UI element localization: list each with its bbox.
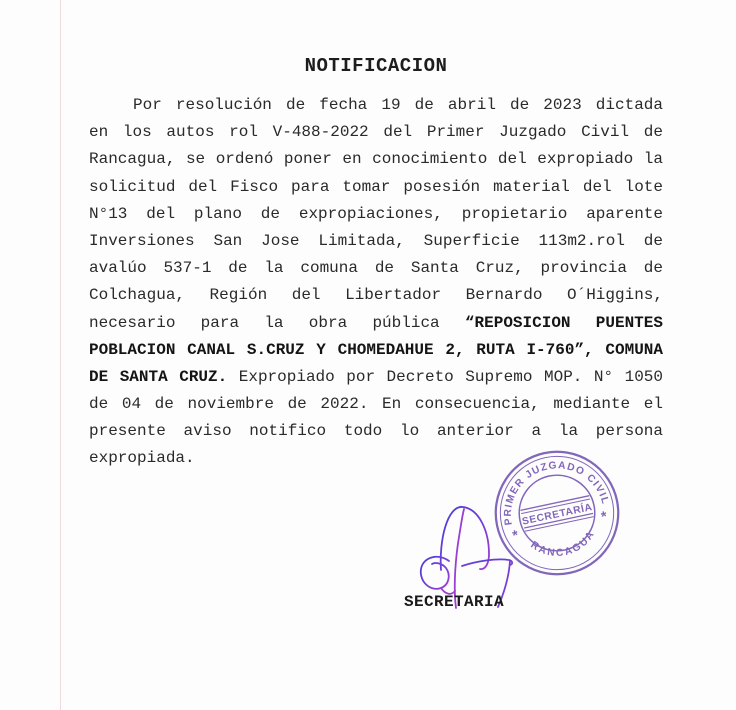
signature-ink: [405, 445, 545, 615]
text-segment: Expropiado por Decreto Supremo MOP. N° 1050: [227, 367, 663, 386]
text-segment: expropiada.: [89, 449, 195, 468]
paragraph-line: [89, 282, 663, 309]
text-segment: solicitud del Fisco para tomar posesión material del lote: [89, 177, 663, 196]
secretaria-label: SECRETARIA: [404, 593, 505, 611]
text-segment: Inversiones San Jose Limitada, Superficie 113m2.rol de: [89, 231, 663, 250]
stamp-arc-bottom-text: RANCAGUA: [528, 528, 598, 560]
paragraph-line: [89, 119, 663, 146]
text-segment: necesario para la obra pública: [89, 313, 465, 332]
paragraph-line: [89, 174, 663, 201]
text-segment: presente aviso notifico todo lo anterior a la persona: [89, 422, 663, 441]
text-segment: en los autos rol V-488-2022 del Primer Juzgado Civil de: [89, 123, 663, 142]
text-segment: Rancagua, se ordenó poner en conocimiento del expropiado la: [89, 150, 663, 169]
bold-text-segment: DE SANTA CRUZ.: [89, 367, 228, 386]
bold-text-segment: “REPOSICION PUENTES: [464, 313, 663, 332]
scan-edge-line: [60, 0, 61, 710]
stamp-arc-top-text: PRIMER JUZGADO CIVIL: [502, 460, 611, 526]
bold-text-segment: POBLACION CANAL S.CRUZ Y CHOMEDAHUE 2, RUTA I-760”, COMUNA: [89, 340, 663, 359]
stamp-star-left-icon: *: [511, 527, 520, 545]
text-segment: Colchagua, Región del Libertador Bernardo O´Higgins,: [89, 286, 663, 305]
paragraph-line: [89, 92, 663, 119]
paragraph-line: [89, 337, 663, 364]
paragraph-line: [89, 364, 663, 391]
text-segment: de 04 de noviembre de 2022. En consecuencia, mediante el: [89, 395, 663, 414]
text-segment: avalúo 537-1 de la comuna de Santa Cruz, provincia de: [89, 259, 663, 278]
stamp-center-text: SECRETARÍA: [521, 502, 594, 528]
paragraph-line: [89, 310, 663, 337]
paragraph-line: [89, 146, 663, 173]
text-segment: Por resolución de fecha 19 de abril de 2023 dictada: [133, 96, 663, 114]
document-title: NOTIFICACION: [304, 55, 448, 77]
paragraph-line: [89, 201, 663, 228]
paragraph-line: [89, 255, 663, 282]
text-segment: N°13 del plano de expropiaciones, propietario aparente: [89, 204, 663, 223]
notification-paragraph: [89, 92, 663, 473]
paragraph-line: [89, 391, 663, 418]
stamp-star-right-icon: *: [599, 508, 609, 526]
paragraph-line: [89, 228, 663, 255]
signature-loop-stroke: [421, 557, 449, 589]
